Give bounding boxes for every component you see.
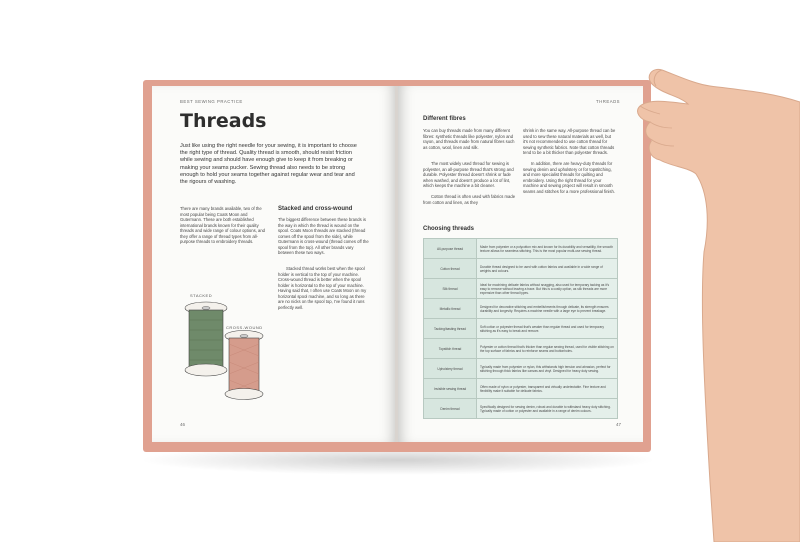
threads-table <box>423 238 618 419</box>
page-number-right: 47 <box>616 422 622 427</box>
brands-paragraph: There are many brands available, two of the most popular being Coats Moon and Gutermann. These are both established international brands known for their quality threads and wide range of colour options, and they offer a range of thread types from all-purpose threads to embroidery threads. <box>180 206 265 244</box>
thread-description: Durable thread designed to be used with cotton fabrics and available in a wide range of weights and colours. <box>477 259 618 279</box>
thread-description: Designed for decorative stitching and embellishments through delicate, its strength ensures durability and longevity. Requires a machine needle with a large eye to prevent breakage. <box>477 299 618 319</box>
table-row <box>424 279 618 299</box>
thread-name: All-purpose thread <box>424 239 477 259</box>
fibres-heading: Different fibres <box>423 116 466 122</box>
thread-name: Metallic thread <box>424 299 477 319</box>
fibres-paragraph-1: You can buy threads made from many different fibres: synthetic threads like polyester, nylon and rayon, and threads made from natural fibres such as cotton, wool, linen and silk. <box>423 128 515 150</box>
page-title: Threads <box>180 110 267 132</box>
thread-description: Specifically designed for sewing denim, robust and durable to withstand heavy duty stitching. Typically made of cotton or polyester and available in a range of denim colours. <box>477 399 618 419</box>
running-head-left: BEST SEWING PRACTICE <box>180 99 243 104</box>
thread-description: Made from polyester or a polycotton mix and known for its durability and versatility, the smooth texture allows for seamless stitching. This is the most popular multi-use sewing thread. <box>477 239 618 259</box>
thread-description: Soft cotton or polyester thread that's weaker than regular thread and used for temporary stitching as it's easy to break and remove. <box>477 319 618 339</box>
table-row <box>424 319 618 339</box>
stacked-label: STACKED <box>190 293 213 298</box>
fibres-paragraph-3: Cotton thread is often used with fabrics made from cotton and linen, as they <box>423 194 516 205</box>
table-row <box>424 399 618 419</box>
thread-name: Invisible sewing thread <box>424 379 477 399</box>
thread-description: Polyester or cotton thread that's thicker than regular sewing thread, used for visible stitching on the top surface of fabrics and to reinforce seams and buttonholes. <box>477 339 618 359</box>
stacked-paragraph-2: Stacked thread works best when the spool holder is vertical to the top of your machine. Cross-wound thread is better when the spool holder is horizontal to the top of your machine. Having said that, I often use Coats Moon on my horizontal spool machine, and so long as there are no nicks on the spool top, I've found it runs perfectly well. <box>278 266 367 310</box>
table-row <box>424 379 618 399</box>
running-head-right: THREADS <box>596 99 621 104</box>
thread-description: Often made of nylon or polyester, transparent and virtually undetectable. Fine texture and flexibility make it suitable for delicate fabrics. <box>477 379 618 399</box>
table-row <box>424 339 618 359</box>
thread-name: Topstitch thread <box>424 339 477 359</box>
table-row <box>424 239 618 259</box>
stacked-spool <box>185 302 227 376</box>
spools-illustration <box>176 300 286 410</box>
fibres-paragraph-4: shrink in the same way. All-purpose thread can be used to sew these natural materials as well, but it's not recommended to use cotton thread for sewing synthetic fabrics. Note that cotton threads tend to be a bit thicker than polyester threads. <box>523 128 616 155</box>
stacked-paragraph-1: The biggest difference between these brands is the way in which the thread is wound on the spool. Coats Moon threads are stacked (thread comes off the spool from the side), while Gutermann is cross-wound (thread comes off the spool from the top). All other brands vary between these two ways. <box>278 217 369 255</box>
lead-paragraph: Just like using the right needle for your sewing, it is important to choose the right type of thread. Quality thread is smooth, should resist friction while sewing and should have enough give to keep it from breaking or making your seams pucker. Sewing thread also needs to be strong enough to hold your seams together against regular wear and tear and the rigours of washing. <box>180 143 357 186</box>
page-number-left: 46 <box>180 422 186 427</box>
thread-name: Upholstery thread <box>424 359 477 379</box>
table-row <box>424 299 618 319</box>
thread-description: Typically made from polyester or nylon, this withstands high tension and abrasion, perfect for stitching through thick fabrics like canvas and vinyl. Designed for heavy duty sewing. <box>477 359 618 379</box>
thread-name: Silk thread <box>424 279 477 299</box>
table-row <box>424 359 618 379</box>
thread-description: Ideal for machining delicate fabrics without snagging, also used for temporary tacking as it's easy to remove without leaving a trace. But this is a costly option, as silk threads are more expensive than other thread types. <box>477 279 618 299</box>
thread-name: Cotton thread <box>424 259 477 279</box>
thread-name: Denim thread <box>424 399 477 419</box>
fibres-paragraph-2: The most widely used thread for sewing is polyester, an all-purpose thread that's strong and durable. Polyester thread doesn't shrink or fade when washed, and doesn't produce a lot of lint, which keeps the machine a bit cleaner. <box>423 161 514 188</box>
hand <box>600 62 800 542</box>
crosswound-spool <box>225 331 263 400</box>
crosswound-label: CROSS-WOUND <box>226 325 263 330</box>
fibres-paragraph-5: In addition, there are heavy-duty threads for sewing denim and upholstery or for topstitching, and more specialist threads for quilting and embroidery. Using the right thread for your machine and sewing project will result in smooth seams and stitches for a more professional finish. <box>523 161 615 194</box>
table-row <box>424 259 618 279</box>
left-page <box>152 86 396 442</box>
thread-name: Tacking/basting thread <box>424 319 477 339</box>
stacked-heading: Stacked and cross-wound <box>278 206 353 212</box>
table-heading: Choosing threads <box>423 226 475 232</box>
